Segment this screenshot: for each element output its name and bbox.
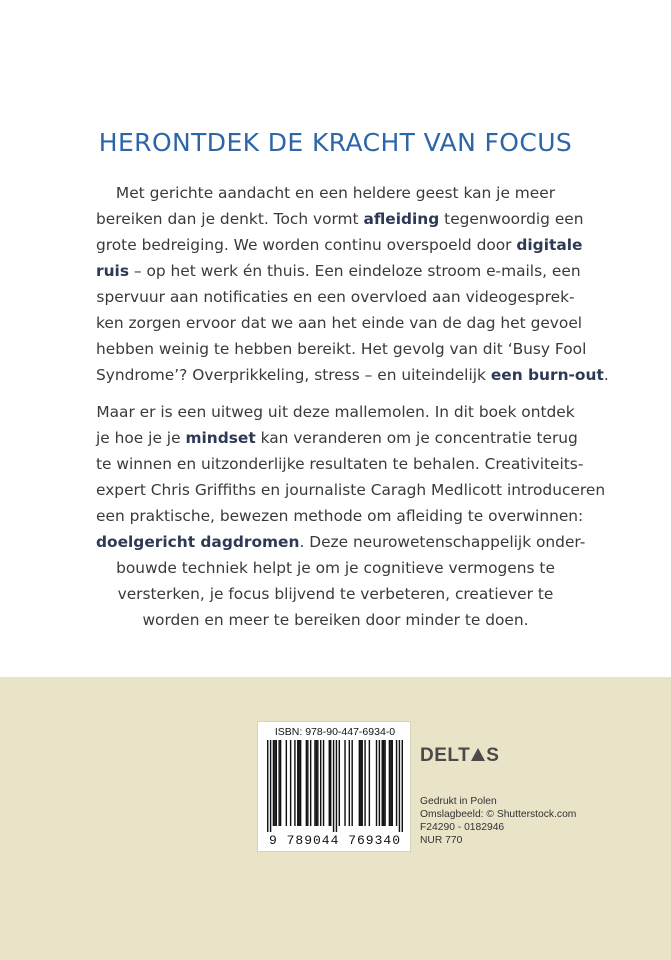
barcode-bar bbox=[333, 740, 334, 832]
barcode-bar bbox=[274, 740, 275, 826]
text-line bbox=[96, 581, 575, 607]
nur-code: NUR 770 bbox=[420, 835, 463, 846]
barcode-bar bbox=[280, 740, 281, 826]
barcode-bar bbox=[294, 740, 295, 826]
text-line bbox=[96, 336, 587, 362]
barcode-bars bbox=[267, 740, 403, 832]
text-line bbox=[96, 206, 584, 232]
barcode-bar bbox=[383, 740, 384, 826]
barcode-bar bbox=[369, 740, 370, 826]
text-line bbox=[96, 399, 575, 425]
text-line bbox=[96, 451, 584, 477]
barcode-bar bbox=[339, 740, 340, 826]
text-line bbox=[96, 362, 609, 388]
barcode-bar bbox=[351, 740, 352, 826]
body-text: . Deze neurowetenschappelijk onder- bbox=[299, 533, 586, 551]
barcode-bar bbox=[297, 740, 298, 826]
cover-heading: HERONTDEK DE KRACHT VAN FOCUS bbox=[98, 128, 573, 157]
barcode-bar bbox=[392, 740, 393, 826]
text-line bbox=[96, 477, 606, 503]
body-text: grote bedreiging. We worden continu overspoeld door bbox=[96, 236, 517, 254]
barcode-bar bbox=[306, 740, 307, 826]
colophon bbox=[420, 795, 576, 847]
body-text: versterken, je focus blijvend te verbeteren, creatiever te bbox=[117, 585, 554, 603]
product-code: F24290 - 0182946 bbox=[420, 822, 505, 833]
emphasis-text: ruis bbox=[96, 262, 129, 280]
barcode-bar bbox=[330, 740, 331, 826]
body-text: een praktische, bewezen methode om afleiding te overwinnen: bbox=[96, 507, 584, 525]
barcode-bar bbox=[267, 740, 268, 832]
body-text: kan veranderen om je concentratie terug bbox=[255, 429, 578, 447]
body-text: Maar er is een uitweg uit deze mallemolen. In dit boek ontdek bbox=[96, 403, 575, 421]
emphasis-text: doelgericht dagdromen bbox=[96, 533, 300, 551]
barcode-bar bbox=[276, 740, 277, 826]
cover-credit: Omslagbeeld: © Shutterstock.com bbox=[420, 809, 577, 820]
barcode-bar bbox=[270, 740, 271, 832]
text-line bbox=[96, 232, 583, 258]
barcode-bar bbox=[364, 740, 365, 826]
barcode-digits: 9 789044 769340 bbox=[268, 833, 402, 848]
body-text: . bbox=[603, 366, 609, 384]
barcode-bar bbox=[402, 740, 403, 832]
body-text: te winnen en uitzonderlijke resultaten te behalen. Creativiteits- bbox=[96, 455, 584, 473]
barcode-bar bbox=[310, 740, 311, 826]
barcode-bar bbox=[379, 740, 380, 826]
barcode-bar bbox=[300, 740, 301, 826]
body-text: ken zorgen ervoor dat we aan het einde van de dag het gevoel bbox=[96, 314, 583, 332]
text-line bbox=[96, 310, 583, 336]
triangle-a-icon bbox=[471, 748, 485, 761]
publisher-logo-text-start: DELT bbox=[420, 745, 471, 766]
body-text: Met gerichte aandacht en een heldere geest kan je meer bbox=[115, 184, 556, 202]
barcode-bar bbox=[314, 740, 315, 826]
barcode-bar bbox=[290, 740, 291, 826]
barcode-bar bbox=[389, 740, 390, 826]
text-line bbox=[96, 529, 586, 555]
blurb-paragraph-2 bbox=[96, 399, 606, 633]
barcode-bar bbox=[376, 740, 377, 826]
body-text: – op het werk én thuis. Een eindeloze stroom e-mails, een bbox=[128, 262, 581, 280]
body-text: worden en meer te bereiken door minder te doen. bbox=[142, 611, 529, 629]
body-text: bouwde techniek helpt je om je cognitieve vermogens te bbox=[116, 559, 555, 577]
barcode-bar bbox=[286, 740, 287, 826]
barcode-bar bbox=[323, 740, 324, 826]
barcode-bar bbox=[384, 740, 385, 826]
body-text: tegenwoordig een bbox=[439, 210, 584, 228]
body-text: bereiken dan je denkt. Toch vormt bbox=[96, 210, 364, 228]
publisher-logo-text-end: S bbox=[486, 745, 500, 766]
barcode-bar bbox=[316, 740, 317, 826]
barcode-bar bbox=[359, 740, 360, 826]
text-line bbox=[96, 180, 575, 206]
emphasis-text: digitale bbox=[516, 236, 583, 254]
barcode-bar bbox=[278, 740, 279, 826]
barcode-bar bbox=[360, 740, 361, 826]
emphasis-text: mindset bbox=[185, 429, 256, 447]
text-line bbox=[96, 258, 581, 284]
barcode-bar bbox=[344, 740, 345, 826]
emphasis-text: een burn-out bbox=[490, 366, 604, 384]
barcode-bar bbox=[298, 740, 299, 826]
text-line bbox=[96, 284, 575, 310]
barcode-bar bbox=[390, 740, 391, 826]
barcode-bar bbox=[349, 740, 350, 826]
isbn-barcode bbox=[257, 721, 411, 852]
body-text: spervuur aan notificaties en een overvloed aan videogesprek- bbox=[96, 288, 575, 306]
barcode-bar bbox=[336, 740, 337, 832]
barcode-bar bbox=[396, 740, 397, 826]
text-line bbox=[96, 425, 578, 451]
body-text: Syndrome’? Overprikkeling, stress – en uiteindelijk bbox=[96, 366, 491, 384]
blurb-paragraph-1 bbox=[96, 180, 609, 388]
barcode-bar bbox=[320, 740, 321, 826]
barcode-bar bbox=[361, 740, 362, 826]
body-text: expert Chris Griffiths en journaliste Caragh Medlicott introduceren bbox=[96, 481, 606, 499]
barcode-bar bbox=[399, 740, 400, 832]
barcode-bar bbox=[382, 740, 383, 826]
publisher-logo bbox=[420, 745, 499, 767]
text-line bbox=[96, 607, 575, 633]
barcode-bar bbox=[307, 740, 308, 826]
text-line bbox=[96, 555, 575, 581]
text-line bbox=[96, 503, 584, 529]
isbn-label: ISBN: 978-90-447-6934-0 bbox=[274, 726, 396, 738]
body-text: je hoe je je bbox=[96, 429, 186, 447]
body-text: hebben weinig te hebben bereikt. Het gevolg van dit ‘Busy Fool bbox=[96, 340, 587, 358]
printed-in: Gedrukt in Polen bbox=[420, 796, 497, 807]
barcode-bar bbox=[329, 740, 330, 826]
barcode-bar bbox=[317, 740, 318, 826]
emphasis-text: afleiding bbox=[363, 210, 440, 228]
barcode-bar bbox=[273, 740, 274, 826]
